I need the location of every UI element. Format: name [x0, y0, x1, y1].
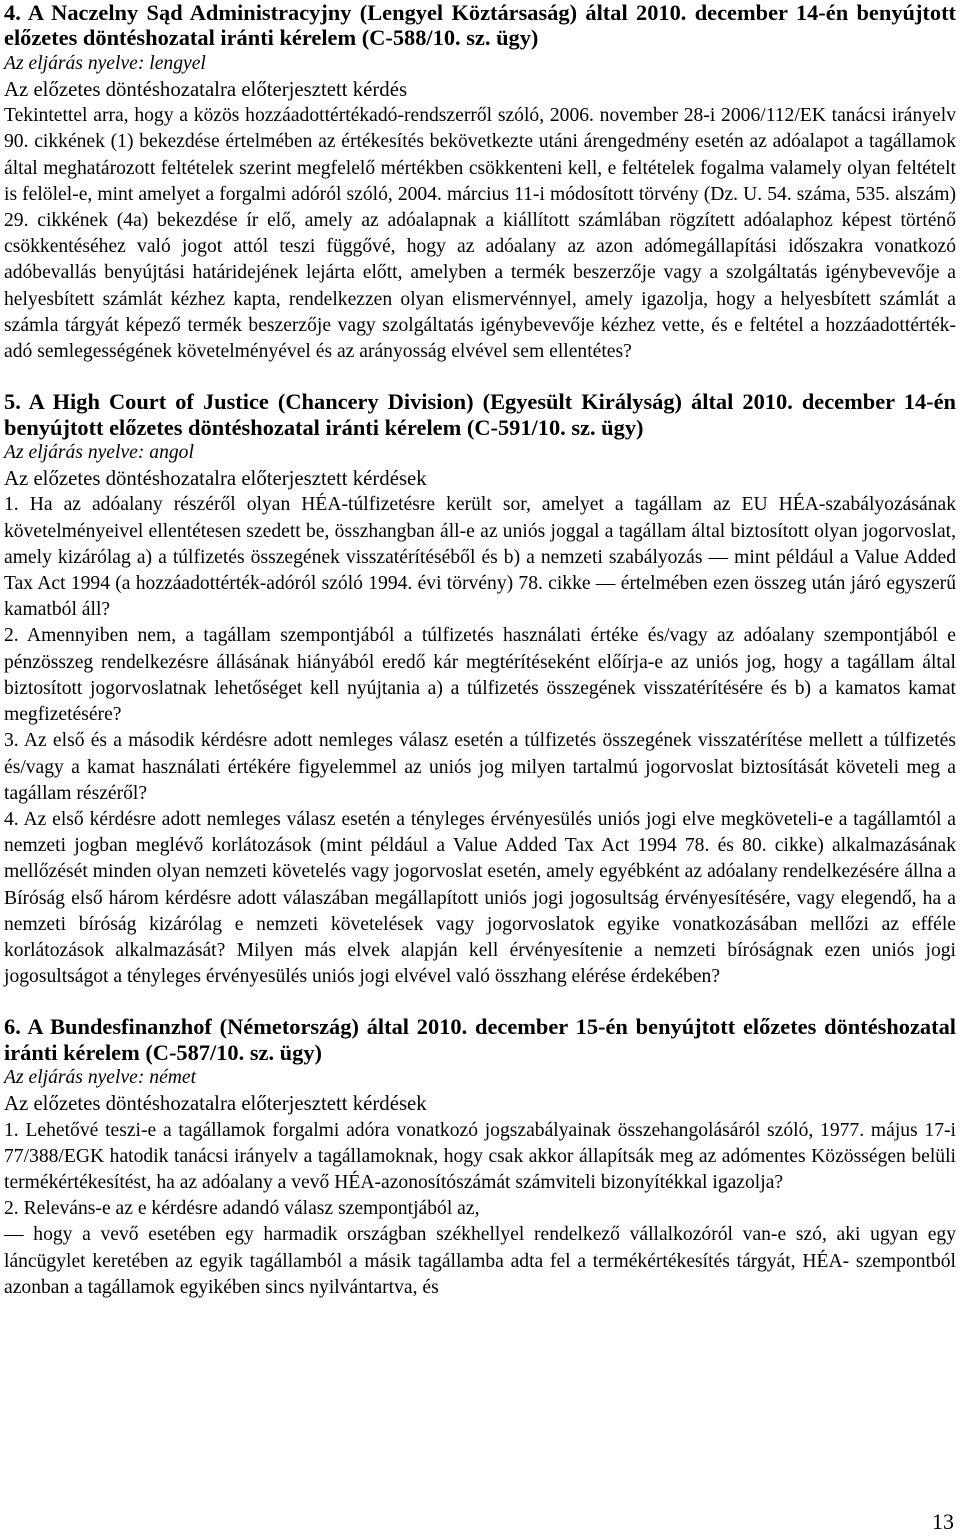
question-heading: Az előzetes döntéshozatalra előterjesztett kérdés: [4, 78, 408, 102]
procedure-language: Az eljárás nyelve: lengyel: [4, 52, 206, 74]
question-paragraph: 1. Ha az adóalany részéről olyan HÉA-túlfizetésre került sor, amelyet a tagállam az EU HÉA-szabályozásának követelményeivel ellentétesen szedett be, összhangban áll-e az uniós joggal a tagállam által biztosított olyan jogorvoslat, amely kizárólag a) a túlfizetés összegének visszatérítéséből és b) a nemzeti szabályozás — mint például a Value Added Tax Act 1994 (a hozzáadottérték-adóról szóló 1994. évi törvény) 78. cikke — értelmében ezen összeg után járó egyszerű kamatból áll?: [4, 494, 956, 621]
question-heading: Az előzetes döntéshozatalra előterjesztett kérdések: [4, 1092, 427, 1116]
section-title: 4. A Naczelny Sąd Administracyjny (Lengyel Köztársaság) által 2010. december 14-én benyújtott előzetes döntéshozatal iránti kérelem (C-588/10. sz. ügy): [4, 0, 956, 51]
question-paragraph: 2. Releváns-e az e kérdésre adandó válasz szempontjából az,: [4, 1198, 480, 1220]
question-paragraph: 4. Az első kérdésre adott nemleges válasz esetén a tényleges érvényesülés uniós jogi elve megköveteli-e a tagállamtól a nemzeti jogban meglévő korlátozások (mint például a Value Added Tax Act 1994 78. és 80. cikke) alkalmazásának mellőzését minden olyan nemzeti követelés vagy jogorvoslat esetén, amely egyébként az adóalany rendelkezésére állna a Bíróság első három kérdésre adott válaszában megállapított uniós jogi jogosultság érvényesítésére, vagy elegendő, ha a nemzeti bíróság kizárólag e nemzeti követelések vagy jogorvoslatok egyike vonatkozásában mellőzi az efféle korlátozások alkalmazását? Milyen más elvek alapján kell érvényesítenie a nemzeti bíróságnak ezen uniós jogi jogosultságot a tényleges érvényesülés uniós jogi elvével való összhang elérése érdekében?: [4, 808, 956, 988]
question-paragraph: Tekintettel arra, hogy a közös hozzáadottértékadó-rendszerről szóló, 2006. november 28-i 2006/112/EK tanácsi irányelv 90. cikkének (1) bekezdése értelmében az értékesítés bekövetkezte utáni árengedmény esetén az adóalapot a tagállamok által meghatározott feltételek szerint megfelelő mértékben csökkenteni kell, e feltételek fogalma valamely olyan feltételt is felölel-e, mint amelyet a forgalmi adóról szóló, 2004. március 11-i módosított törvény (Dz. U. 54. száma, 535. alszám) 29. cikkének (4a) bekezdése ír elő, amely az adóalapnak a kiállított számlában rögzített adóalaphoz képest történő csökkentéséhez való jogot attól teszi függővé, hogy az adóalany az azon adómegállapítási időszakra vonatkozó adóbevallás benyújtási határidejének lejárta előtt, amelyben a termék beszerzője vagy a szolgáltatás igénybevevője a helyesbített számlát kézhez kapta, rendelkezzen olyan elismervénnyel, amely igazolja, hogy a helyesbített számlát a számla tárgyát képező termék beszerzője vagy szolgáltatás igénybevevője kézhez vette, és e feltétel a hozzáadottérték-adó semlegességének követelményével és az arányosság elvével sem ellentétes?: [4, 105, 956, 363]
question-paragraph: 3. Az első és a második kérdésre adott nemleges válasz esetén a túlfizetés összegének visszatérítése mellett a túlfizetés és/vagy a kamat használati értékére figyelemmel az uniós jog milyen tartalmú jogorvoslat biztosítását követeli meg a tagállam részéről?: [4, 730, 956, 804]
section-gap: [4, 365, 956, 389]
section-title: 5. A High Court of Justice (Chancery Division) (Egyesült Királyság) által 2010. december 14-én benyújtott előzetes döntéshozatal iránti kérelem (C-591/10. sz. ügy): [4, 389, 956, 440]
question-heading: Az előzetes döntéshozatalra előterjesztett kérdések: [4, 467, 427, 491]
section-5: [4, 389, 956, 990]
procedure-language: Az eljárás nyelve: német: [4, 1067, 197, 1089]
question-paragraph: — hogy a vevő esetében egy harmadik országban székhellyel rendelkező vállalkozóról van-e szó, aki ugyan egy láncügylet keretében az egyik tagállamból a másik tagállamba adta fel a termékértékesítés tárgyát, HÉA- szempontból azonban a tagállamok egyikében sincs nyilvántartva, és: [4, 1224, 956, 1298]
document-page: [4, 0, 956, 1301]
page-number: 13: [932, 1509, 954, 1534]
section-4: [4, 0, 956, 365]
section-title: 6. A Bundesfinanzhof (Németország) által 2010. december 15-én benyújtott előzetes döntéshozatal iránti kérelem (C-587/10. sz. ügy): [4, 1014, 956, 1065]
procedure-language: Az eljárás nyelve: angol: [4, 442, 194, 464]
question-paragraph: 2. Amennyiben nem, a tagállam szempontjából a túlfizetés használati értéke és/vagy az adóalany szempontjából e pénzösszeg rendelkezésre állásának hiányából eredő kár megtérítéseként előírja-e az uniós jog, hogy a tagállam által biztosított jogorvoslatnak lehetőséget kell nyújtania a) a túlfizetés összegének visszatérítésére és b) a kamatos kamat megfizetésére?: [4, 625, 956, 726]
question-paragraph: 1. Lehetővé teszi-e a tagállamok forgalmi adóra vonatkozó jogszabályainak összehangolásáról szóló, 1977. május 17-i 77/388/EGK hatodik tanácsi irányelv a tagállamoknak, hogy csak akkor állapítsák meg az adómentes Közösségen belüli termékértékesítést, ha az adóalany a vevő HÉA-azonosítószámát számviteli bizonyítékkal igazolja?: [4, 1119, 956, 1193]
section-gap: [4, 990, 956, 1014]
section-6: [4, 1014, 956, 1301]
